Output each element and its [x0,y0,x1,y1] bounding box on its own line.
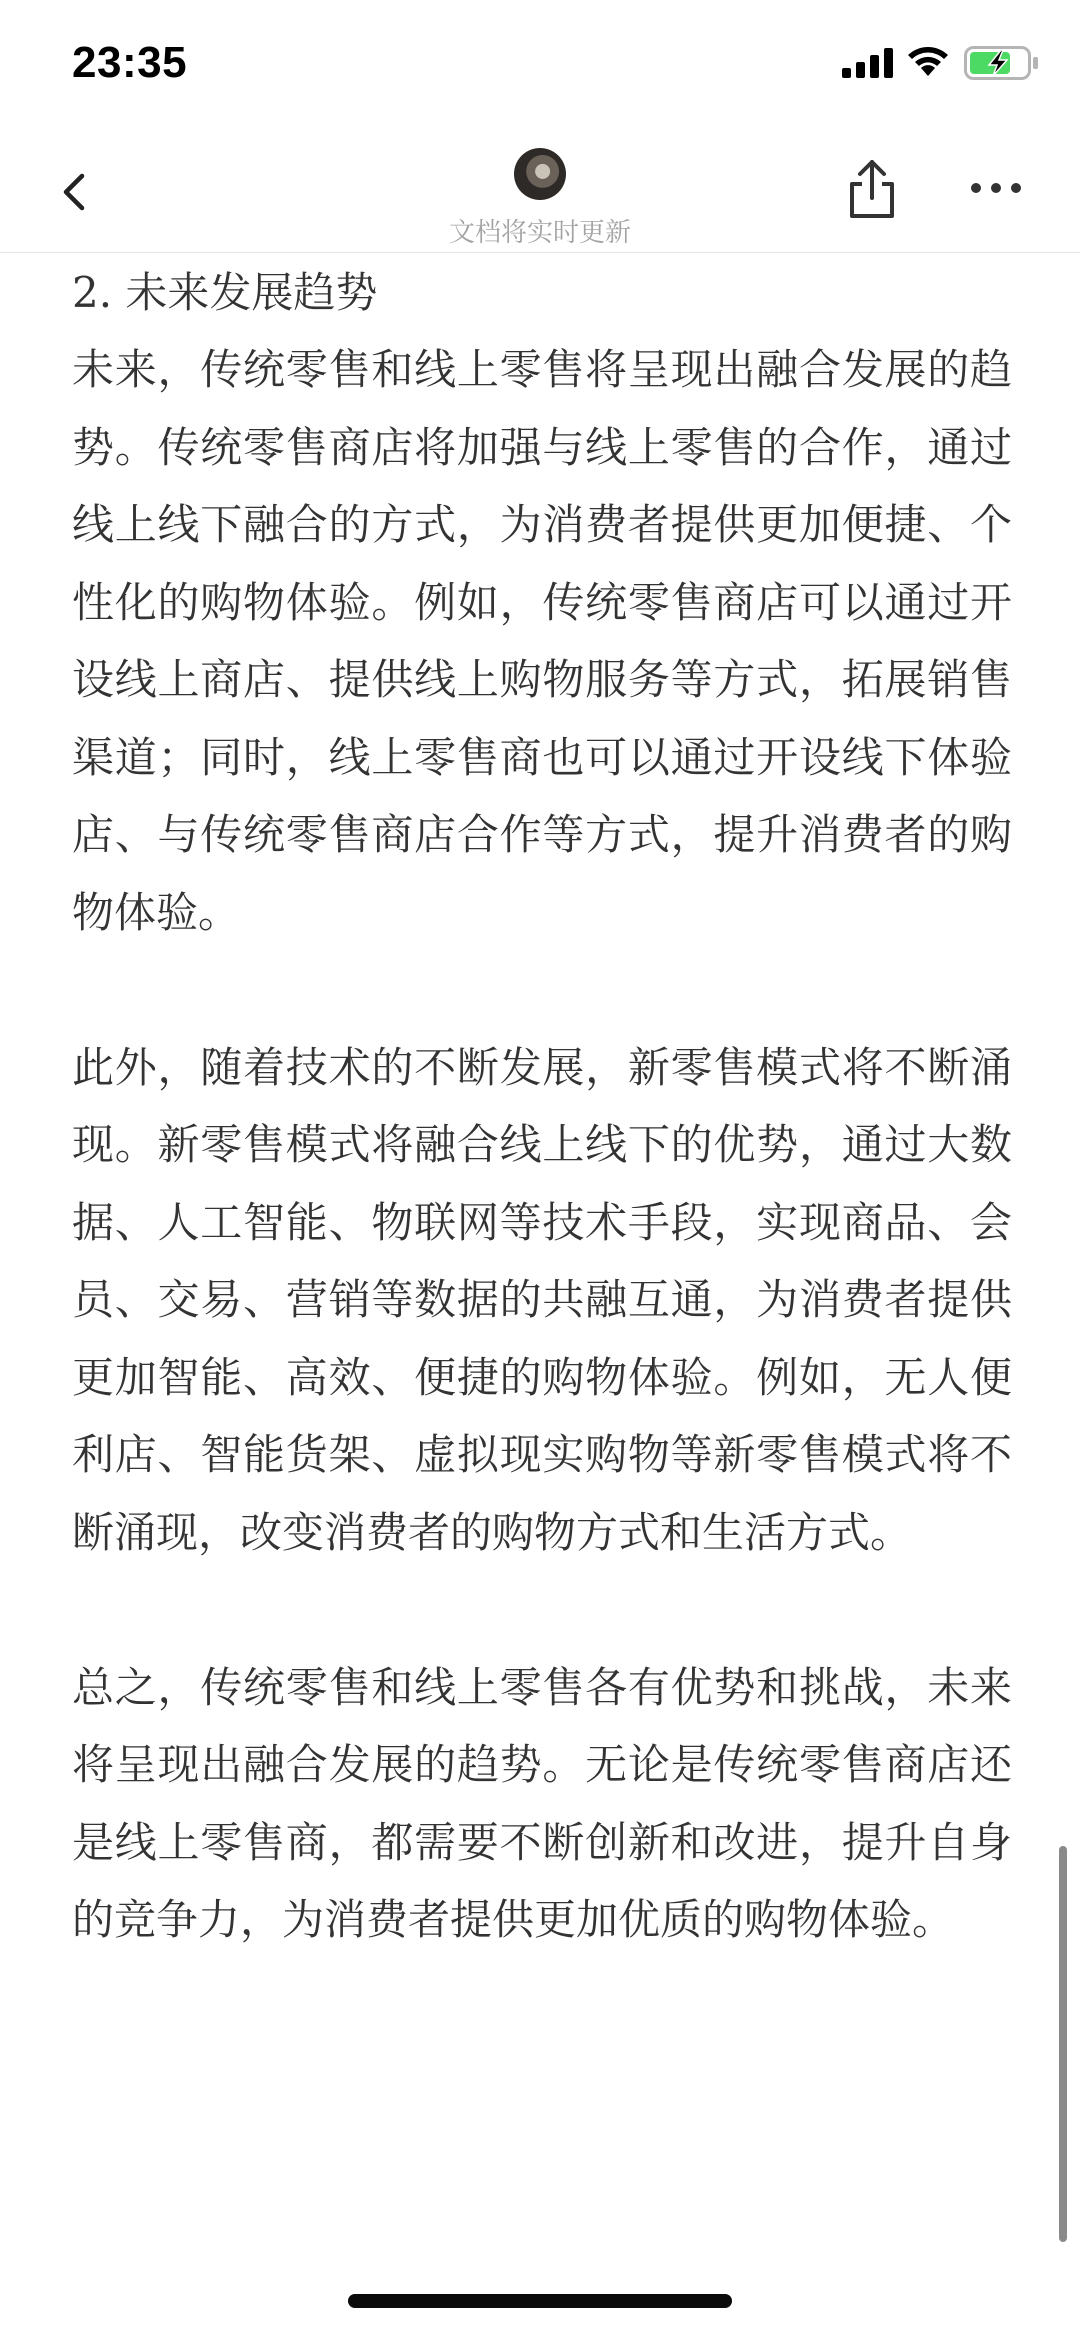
section-heading: 2. 未来发展趋势 [72,268,378,317]
wifi-icon [906,44,950,82]
paragraph-new-retail: 此外，随着技术的不断发展，新零售模式将不断涌现。新零售模式将融合线上线下的优势，通过大数据、人工智能、物联网等技术手段，实现商品、会员、交易、营销等数据的共融互通，为消费者提供更加智能、高效、便捷的购物体验。例如，无人便利店、智能货架、虚拟现实购物等新零售模式将不断涌现，改变消费者的购物方式和生活方式。 [72,1042,1012,1557]
more-button[interactable] [968,168,1024,208]
paragraph-spacer [72,951,1012,1029]
paragraph-conclusion: 总之，传统零售和线上零售各有优势和挑战，未来将呈现出融合发展的趋势。无论是传统零售商店还是线上零售商，都需要不断创新和改进，提升自身的竞争力，为消费者提供更加优质的购物体验。 [72,1662,1012,1944]
paragraph-future-integration: 未来，传统零售和线上零售将呈现出融合发展的趋势。传统零售商店将加强与线上零售的合作，通过线上线下融合的方式，为消费者提供更加便捷、个性化的购物体验。例如，传统零售商店可以通过开设线上商店、提供线上购物服务等方式，拓展销售渠道；同时，线上零售商也可以通过开设线下体验店、与传统零售商店合作等方式，提升消费者的购物体验。 [72,345,1012,937]
nav-bar [0,132,1080,253]
share-icon [840,211,904,230]
home-indicator[interactable] [348,2294,732,2308]
avatar[interactable] [514,148,566,200]
document-content [72,254,1012,1959]
battery-charging-icon [964,46,1040,84]
status-time: 23:35 [72,38,188,87]
status-bar [0,0,1080,132]
cellular-signal-icon [842,48,894,82]
paragraph-spacer [72,1571,1012,1649]
scrollbar-thumb[interactable] [1059,1846,1067,2242]
share-button[interactable] [840,154,904,226]
nav-subtitle: 文档将实时更新 [448,218,631,248]
more-horizontal-icon [968,193,1024,212]
